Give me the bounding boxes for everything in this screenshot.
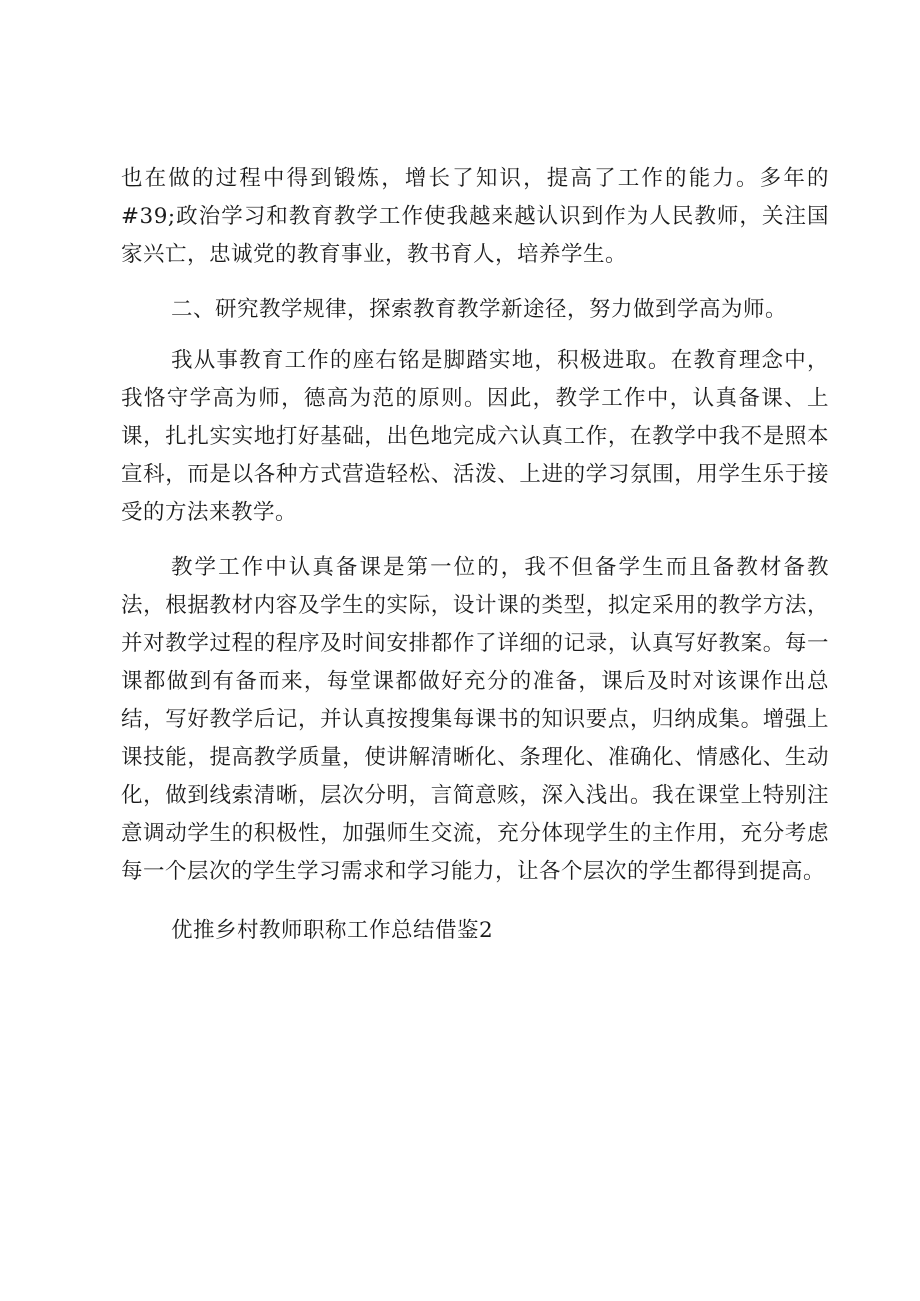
section-title: 优推乡村教师职称工作总结借鉴2 <box>171 918 494 943</box>
paragraph-motto: 我从事教育工作的座右铭是脚踏实地，积极进取。在教育理念中，我恪守学高为师，德高为范的原则。因此，教学工作中，认真备课、上课，扎扎实实地打好基础，出色地完成六认真工作，在教学中我不是照本宣科，而是以各种方式营造轻松、活泼、上进的学习氛围，用学生乐于接受的方法来教学。 <box>121 348 829 525</box>
document-body <box>121 160 829 950</box>
section-heading-two: 二、研究教学规律，探索教育教学新途径，努力做到学高为师。 <box>171 297 788 322</box>
paragraph-continuation: 也在做的过程中得到锻炼，增长了知识，提高了工作的能力。多年的#39;政治学习和教育教学工作使我越来越认识到作为人民教师，关注国家兴亡，忠诚党的教育事业，教书育人，培养学生。 <box>121 166 829 267</box>
paragraph-lesson-prep: 教学工作中认真备课是第一位的，我不但备学生而且备教材备教法，根据教材内容及学生的实际，设计课的类型，拟定采用的教学方法，并对教学过程的程序及时间安排都作了详细的记录，认真写好教案。每一课都做到有备而来，每堂课都做好充分的准备，课后及时对该课作出总结，写好教学后记，并认真按搜集每课书的知识要点，归纳成集。增强上课技能，提高教学质量，使讲解清晰化、条理化、准确化、情感化、生动化，做到线索清晰，层次分明，言简意赅，深入浅出。我在课堂上特别注意调动学生的积极性，加强师生交流，充分体现学生的主作用，充分考虑每一个层次的学生学习需求和学习能力，让各个层次的学生都得到提高。 <box>121 555 829 884</box>
